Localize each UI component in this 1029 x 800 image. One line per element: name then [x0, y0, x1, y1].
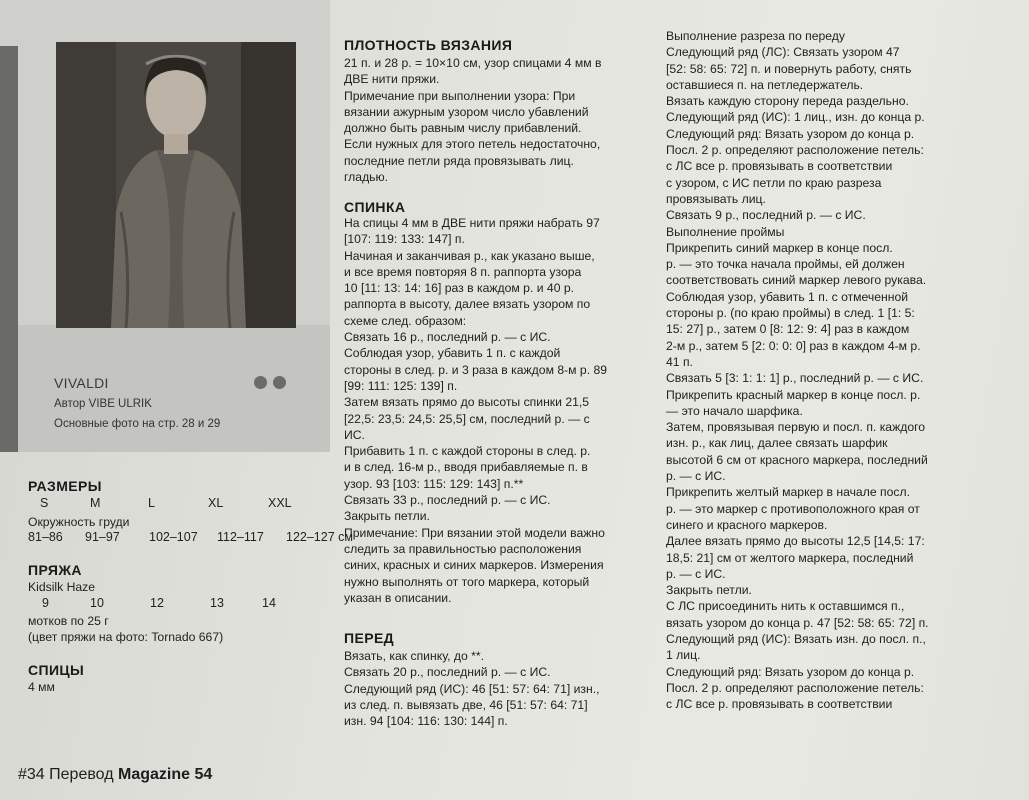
photos-reference: Основные фото на стр. 28 и 29 — [54, 418, 221, 430]
front-text: Вязать, как спинку, до **. Связать 20 р., последний р. — с ИС. Следующий ряд (ИС): 46 [51: 57: 64: 71] изн., из след. п. вывязать две, 46 [51: 57: 64: 71] изн. 94 [104: 116: 130: 144] п. — [344, 649, 600, 729]
difficulty-dot — [273, 376, 286, 389]
yarn-heading: ПРЯЖА — [28, 562, 82, 578]
yarn-color: (цвет пряжи на фото: Tornado 667) — [28, 630, 224, 644]
col3-text: Выполнение разреза по переду Следующий ряд (ЛС): Связать узором 47 [52: 58: 65: 72] п. и повернуть работу, снять оставшиеся п. на петледержатель. Вязать каждую сторону переда раздельно. Следующий ряд (ИС): 1 лиц., изн. до конца р. Следующий ряд: Вязать узором до конца р. Посл. 2 р. определяют расположение петель: с ЛС все р. провязывать в соответствии с узором, с ИС петли по краю разреза провязывать лиц. Связать 9 р., последний р. — с ИС. Выполнение проймы Прикрепить синий маркер в конце посл. р. — это точка начала проймы, ей должен соответствовать синий маркер левого рукава. Соблюдая узор, убавить 1 п. с отмеченной стороны р. (по краю проймы) в след. 1 [1: 5: 15: 27] р., затем 0 [8: 12: 9: 4] раз в каждом 2-м р., затем 5 [2: 0: 0: 0] раз в каждом 4-м р. 41 п. Связать 5 [3: 1: 1: 1] р., последний р. — с ИС. Прикрепить красный маркер в конце посл. р. — это начало шарфика. Затем, провязывая первую и посл. п. каждого изн. р., как лиц, далее связать шарфик высотой 6 см от красного маркера, последний р. — с ИС. Прикрепить желтый маркер в начале посл. р. — это маркер с противоположного края от синего и красного маркеров. Далее вязать прямо до высоты 12,5 [14,5: 17: 18,5: 21] см от желтого маркера, последний р. — с ИС. Закрыть петли. С ЛС присоединить нить к оставшимся п., вязать узором до конца р. 47 [52: 58: 65: 72] п. Следующий ряд (ИС): Вязать изн. до посл. п., 1 лиц. Следующий ряд: Вязать узором до конца р. Посл. 2 р. определяют расположение петель: с ЛС все р. провязывать в соответствии — [666, 29, 929, 712]
footer-prefix: #34 Перевод — [18, 766, 114, 783]
sizes-heading: РАЗМЕРЫ — [28, 478, 102, 494]
model-photo-illustration — [56, 42, 296, 328]
size-label: XL — [208, 496, 224, 510]
back-heading: СПИНКА — [344, 199, 406, 215]
page-footer — [18, 766, 212, 784]
gauge-text: 21 п. и 28 р. = 10×10 см, узор спицами 4 мм в ДВЕ нити пряжи. Примечание при выполнении узора: При вязании ажурным узором число убавлений должно быть равным числу прибавлений. Если нужных для этого петель недостаточно, последние петли ряда провязывать лиц. гладью. — [344, 56, 602, 185]
page-edge-shadow — [0, 46, 18, 452]
difficulty-dots — [254, 376, 286, 389]
yarn-counts-row — [42, 596, 302, 610]
yarn-count: 13 — [210, 596, 224, 610]
model-photo — [56, 42, 296, 328]
difficulty-dot — [254, 376, 267, 389]
yarn-unit: мотков по 25 г — [28, 614, 109, 628]
chest-row — [28, 530, 396, 544]
chest-label: Окружность груди — [28, 515, 130, 529]
yarn-count: 12 — [150, 596, 164, 610]
footer-magazine: Magazine 54 — [118, 766, 213, 783]
size-label: S — [40, 496, 49, 510]
front-heading: ПЕРЕД — [344, 630, 395, 646]
yarn-count: 10 — [90, 596, 104, 610]
chest-value: 91–97 — [85, 530, 120, 544]
chest-value: 81–86 — [28, 530, 63, 544]
needles-heading: СПИЦЫ — [28, 662, 85, 678]
gauge-heading: ПЛОТНОСТЬ ВЯЗАНИЯ — [344, 37, 513, 53]
yarn-name: Kidsilk Haze — [28, 580, 96, 594]
sizes-row — [40, 496, 318, 510]
size-label: M — [90, 496, 101, 510]
needles-value: 4 мм — [28, 680, 55, 694]
model-name: VIVALDI — [54, 375, 109, 391]
size-label: L — [148, 496, 155, 510]
back-text: На спицы 4 мм в ДВЕ нити пряжи набрать 97 [107: 119: 133: 147] п. Начиная и заканчивая р., как указано выше, и все время повторяя 8 п. раппорта узора 10 [11: 13: 14: 16] раз в каждом р. и 40 р. раппорта в высоту, далее вязать узором по схеме след. образом: Связать 16 р., последний р. — с ИС. Соблюдая узор, убавить 1 п. с каждой стороны в след. р. и 3 раза в каждом 8-м р. 89 [99: 111: 125: 139] п. Затем вязать прямо до высоты спинки 21,5 [22,5: 23,5: 24,5: 25,5] см, последний р. — с ИС. Прибавить 1 п. с каждой стороны в след. р. и в след. 16-м р., вводя прибавляемые п. в узор. 93 [103: 115: 129: 143] п.** Связать 33 р., последний р. — с ИС. Закрыть петли. Примечание: При вязании этой модели важно следить за правильностью расположения синих, красных и синих маркеров. Измерения нужно выполнять от того маркера, который указан в описании. — [344, 216, 608, 605]
yarn-count: 9 — [42, 596, 49, 610]
chest-value: 122–127 см — [286, 530, 353, 544]
size-label: XXL — [268, 496, 292, 510]
chest-value: 102–107 — [149, 530, 198, 544]
chest-value: 112–117 — [217, 530, 264, 544]
author: Автор VIBE ULRIK — [54, 398, 152, 410]
yarn-count: 14 — [262, 596, 276, 610]
